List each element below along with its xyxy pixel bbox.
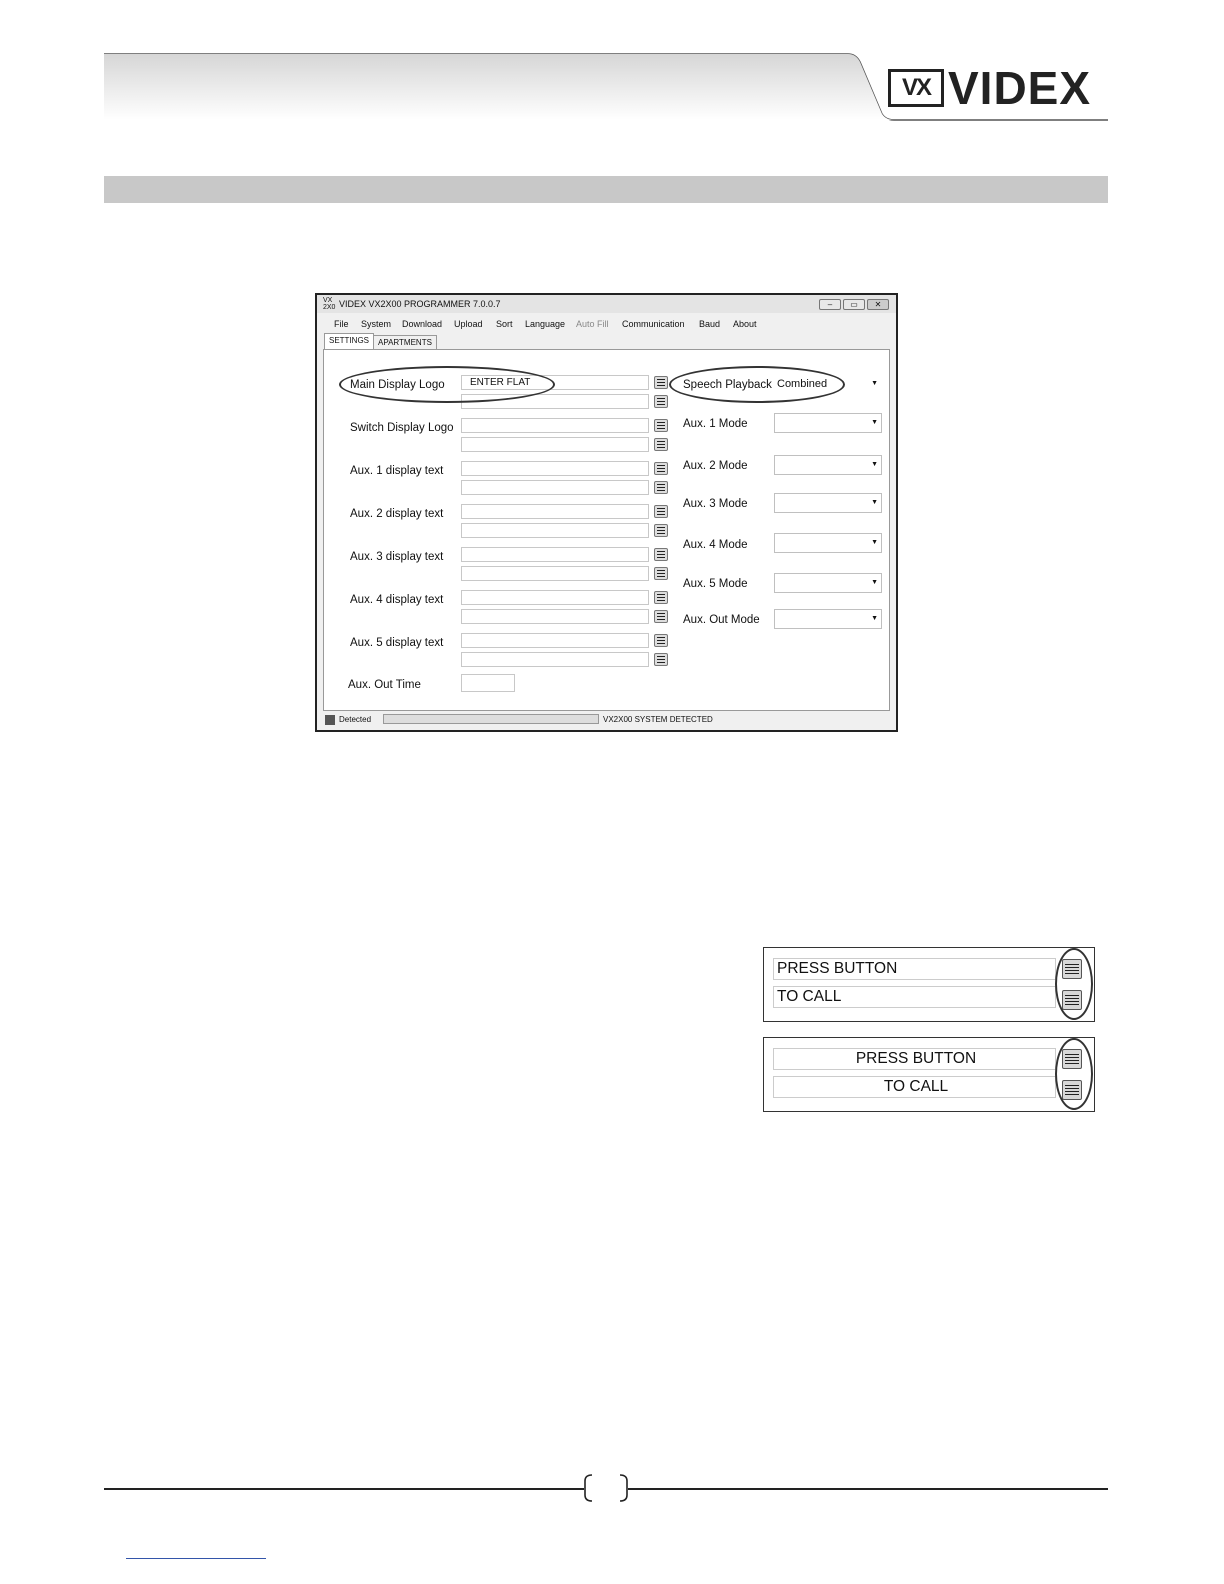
aux1-mode-select[interactable] [774, 413, 882, 433]
aux4-mode-select[interactable] [774, 533, 882, 553]
window-title: VIDEX VX2X00 PROGRAMMER 7.0.0.7 [339, 299, 501, 309]
aux2-line2-input[interactable] [461, 523, 649, 538]
aux2-line1-input[interactable] [461, 504, 649, 519]
menu-upload[interactable]: Upload [454, 319, 483, 329]
chevron-down-icon: ▼ [871, 380, 878, 387]
aux3-line2-input[interactable] [461, 566, 649, 581]
footer-rule-left [104, 1488, 584, 1490]
menu-system[interactable]: System [361, 319, 392, 329]
highlight-oval-align [1055, 948, 1093, 1020]
menu-download[interactable]: Download [402, 319, 443, 329]
aux2-mode-label: Aux. 2 Mode [683, 460, 748, 472]
aux5-line1-input[interactable] [461, 633, 649, 648]
status-bar [321, 711, 892, 728]
aux1-line2-input[interactable] [461, 480, 649, 495]
status-message: VX2X00 SYSTEM DETECTED [603, 715, 713, 724]
chevron-down-icon: ▼ [871, 615, 878, 622]
maximize-button[interactable]: ▭ [843, 299, 865, 310]
aux1-display-text-label: Aux. 1 display text [350, 465, 444, 477]
menu-file[interactable]: File [334, 319, 349, 329]
aux4-line2-input[interactable] [461, 609, 649, 624]
switch-display-logo-label: Switch Display Logo [350, 422, 454, 434]
menu-bar [317, 317, 896, 331]
settings-panel [323, 349, 890, 711]
example-line1: PRESS BUTTON [773, 958, 1056, 980]
switch-logo-line2-input[interactable] [461, 437, 649, 452]
menu-auto-fill[interactable]: Auto Fill [576, 319, 609, 329]
aux5-line2-input[interactable] [461, 652, 649, 667]
chevron-down-icon: ▼ [871, 579, 878, 586]
tab-apartments[interactable]: APARTMENTS [373, 335, 437, 349]
example-line1: PRESS BUTTON [773, 1048, 1056, 1070]
programmer-window [315, 293, 898, 732]
highlight-oval-speech [669, 366, 845, 403]
menu-baud[interactable]: Baud [699, 319, 721, 329]
aux3-line1-input[interactable] [461, 547, 649, 562]
tab-settings[interactable]: SETTINGS [324, 333, 374, 349]
status-indicator [325, 715, 335, 725]
aux3-mode-label: Aux. 3 Mode [683, 498, 748, 510]
title-bar [317, 295, 896, 313]
align-toggle-icon[interactable] [654, 548, 668, 561]
logo-word: VIDEX [948, 62, 1092, 114]
aux4-display-text-label: Aux. 4 display text [350, 594, 444, 606]
align-toggle-icon[interactable] [654, 376, 668, 389]
footer-link-underline [126, 1558, 266, 1559]
footer-rule-right [628, 1488, 1108, 1490]
align-toggle-icon[interactable] [654, 438, 668, 451]
aux4-line1-input[interactable] [461, 590, 649, 605]
align-toggle-icon[interactable] [654, 462, 668, 475]
chevron-down-icon: ▼ [871, 419, 878, 426]
aux-out-mode-select[interactable] [774, 609, 882, 629]
chevron-down-icon: ▼ [871, 499, 878, 506]
chevron-down-icon: ▼ [871, 461, 878, 468]
aux1-line1-input[interactable] [461, 461, 649, 476]
close-button[interactable]: ✕ [867, 299, 889, 310]
aux5-display-text-label: Aux. 5 display text [350, 637, 444, 649]
aux-out-mode-label: Aux. Out Mode [683, 614, 760, 626]
example-line2: TO CALL [773, 1076, 1056, 1098]
status-detected: Detected [339, 715, 372, 724]
switch-logo-line1-input[interactable] [461, 418, 649, 433]
align-toggle-icon[interactable] [654, 505, 668, 518]
minimize-button[interactable]: – [819, 299, 841, 310]
align-toggle-icon[interactable] [654, 653, 668, 666]
logo-mark: VX [888, 69, 944, 107]
speech-playback-label: Speech Playback [683, 379, 772, 391]
aux5-mode-select[interactable] [774, 573, 882, 593]
align-toggle-icon[interactable] [654, 610, 668, 623]
speech-playback-value: Combined [777, 378, 828, 390]
aux2-mode-select[interactable] [774, 455, 882, 475]
menu-communication[interactable]: Communication [622, 319, 685, 329]
main-display-logo-label: Main Display Logo [350, 379, 445, 391]
center-aligned-example [763, 1037, 1095, 1112]
aux3-display-text-label: Aux. 3 display text [350, 551, 444, 563]
align-toggle-icon[interactable] [654, 419, 668, 432]
progress-bar [383, 714, 599, 724]
menu-about[interactable]: About [733, 319, 757, 329]
videx-logo [888, 62, 1092, 114]
align-toggle-icon[interactable] [654, 567, 668, 580]
aux-out-time-label: Aux. Out Time [348, 679, 421, 691]
align-toggle-icon[interactable] [654, 524, 668, 537]
section-heading-bar [104, 176, 1108, 203]
menu-language[interactable]: Language [525, 319, 566, 329]
page-number-bracket [584, 1474, 628, 1502]
menu-sort[interactable]: Sort [496, 319, 513, 329]
aux5-mode-label: Aux. 5 Mode [683, 578, 748, 590]
main-logo-line1-input[interactable]: ENTER FLAT [461, 375, 649, 390]
aux1-mode-label: Aux. 1 Mode [683, 418, 748, 430]
highlight-oval-main-logo [339, 366, 555, 403]
align-toggle-icon[interactable] [654, 634, 668, 647]
app-icon: VX 2X0 [323, 297, 336, 311]
highlight-oval-align [1055, 1038, 1093, 1110]
example-line2: TO CALL [773, 986, 1056, 1008]
aux3-mode-select[interactable] [774, 493, 882, 513]
left-aligned-example [763, 947, 1095, 1022]
align-toggle-icon[interactable] [654, 481, 668, 494]
align-toggle-icon[interactable] [654, 591, 668, 604]
aux4-mode-label: Aux. 4 Mode [683, 539, 748, 551]
aux-out-time-input[interactable] [461, 674, 515, 692]
align-toggle-icon[interactable] [654, 395, 668, 408]
aux2-display-text-label: Aux. 2 display text [350, 508, 444, 520]
chevron-down-icon: ▼ [871, 539, 878, 546]
